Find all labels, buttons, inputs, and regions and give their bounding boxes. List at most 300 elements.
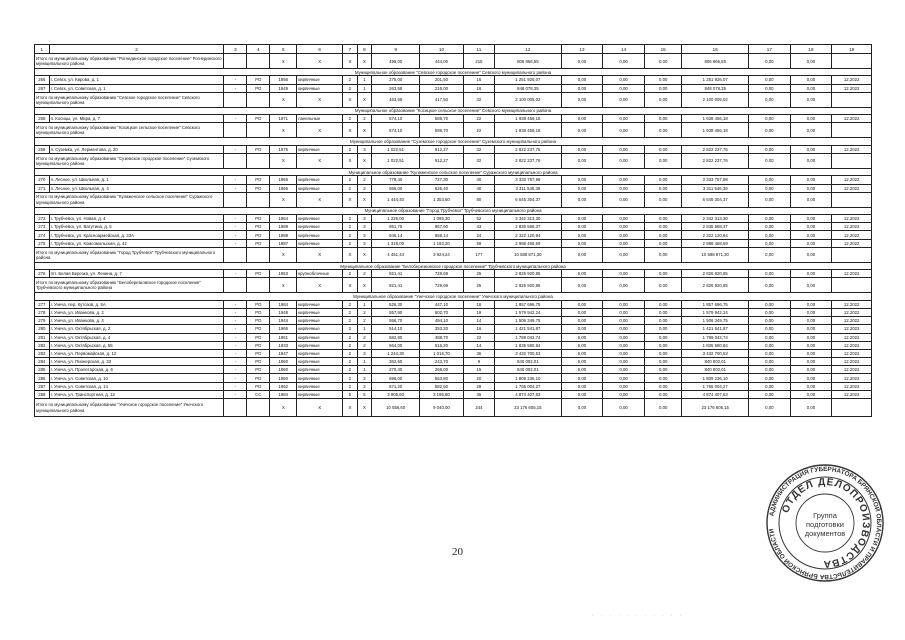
table-cell — [832, 278, 872, 293]
table-cell: 0,00 — [790, 223, 832, 231]
table-cell: 0,00 — [790, 341, 832, 349]
table-cell: 1962 — [270, 382, 297, 390]
table-cell: 0,00 — [644, 374, 681, 382]
table-cell: 14 — [603, 45, 645, 54]
table-row — [35, 76, 872, 84]
table-cell: п. Суземка, ул. Лермонтова, д. 20 — [49, 145, 224, 153]
table-cell: п. Косицы, ул. Мира, д. 7 — [49, 115, 224, 123]
table-cell: 589,70 — [420, 123, 464, 138]
table-cell: 0,00 — [644, 239, 681, 247]
table-cell: 0,00 — [790, 184, 832, 192]
table-cell: 0,00 — [790, 192, 832, 207]
table-cell: 1 857 696,75 — [682, 300, 749, 308]
table-cell: 0,00 — [790, 358, 832, 366]
table-cell: 2 — [357, 333, 372, 341]
table-cell: 1 244,30 — [372, 349, 420, 357]
table-cell: 0,00 — [561, 76, 603, 84]
table-cell: 2 826 920,85 — [495, 278, 562, 293]
table-cell: 0,00 — [790, 300, 832, 308]
table-cell: п. Лесное, ул. Школьная, д. 1 — [49, 176, 224, 184]
total-row — [35, 399, 872, 417]
table-cell: 3 905,60 — [372, 390, 420, 398]
table-cell: 4 874 407,63 — [495, 390, 562, 398]
table-cell: 3 333 757,98 — [682, 176, 749, 184]
table-cell: 1 938 456,18 — [682, 115, 749, 123]
table-cell: 2 822 237,76 — [682, 153, 749, 168]
table-cell: 0,00 — [603, 308, 645, 316]
table-cell: 0,00 — [603, 349, 645, 357]
total-label: Итого по муниципальному образованию "Рогнединское городское поселение" Рогнединского муниципального района — [35, 54, 224, 69]
table-row — [35, 390, 872, 398]
table-cell: кирпичные — [297, 390, 343, 398]
table-cell: 14 — [463, 341, 494, 349]
stamp-line-2: подготовки — [806, 520, 844, 529]
table-cell: 821,41 — [372, 270, 420, 278]
table-cell: кирпичные — [297, 145, 343, 153]
table-cell: 0,00 — [644, 84, 681, 92]
table-cell: 12.2022 — [832, 176, 872, 184]
table-cell: 12.2022 — [832, 325, 872, 333]
total-label: Итого по муниципальному образованию "Город Трубчевск" Трубчевского муниципального района — [35, 247, 224, 262]
table-cell: 0,00 — [790, 399, 832, 417]
table-cell: 275 — [35, 239, 50, 247]
table-cell: Муниципальное образование "Белоберезковское городское поселение" Трубчевского муниципального района — [35, 262, 872, 269]
table-cell: 1966 — [270, 184, 297, 192]
table-cell: 1 — [35, 45, 50, 54]
table-cell: 0,00 — [749, 308, 791, 316]
table-cell: 696,00 — [372, 374, 420, 382]
table-cell: 3 432 700,53 — [495, 349, 562, 357]
table-cell: 0,00 — [790, 115, 832, 123]
table-cell: 1 809 236,10 — [682, 374, 749, 382]
table-cell: - — [224, 239, 247, 247]
table-cell: 2 — [343, 317, 358, 325]
table-cell: 0,00 — [749, 84, 791, 92]
table-cell: 2 — [343, 145, 358, 153]
table-cell: 2 822 237,76 — [495, 153, 562, 168]
table-cell: 848 078,35 — [682, 84, 749, 92]
table-cell: 12.2022 — [832, 349, 872, 357]
table-cell: 1 579 942,24 — [495, 308, 562, 316]
document-sheet — [34, 44, 872, 417]
table-cell: 0,00 — [561, 231, 603, 239]
table-cell: 2 100 005,02 — [495, 92, 562, 107]
table-cell: 1 789 042,74 — [495, 333, 562, 341]
table-row — [35, 300, 872, 308]
table-cell: - — [224, 176, 247, 184]
table-cell: 671,20 — [372, 382, 420, 390]
table-cell: 2 — [343, 223, 358, 231]
table-cell: 243,70 — [420, 358, 464, 366]
table-cell: 270 — [35, 176, 50, 184]
table-row — [35, 325, 872, 333]
table-cell: Муниципальное образование "Унечское городское поселение" Унечского муниципального района — [35, 293, 872, 300]
table-cell: 280 — [35, 325, 50, 333]
table-cell: 17 — [749, 45, 791, 54]
table-cell: Х — [357, 399, 372, 417]
table-cell: 2 — [343, 333, 358, 341]
table-cell: Х — [357, 153, 372, 168]
table-cell: 1947 — [270, 349, 297, 357]
table-cell: г. Унеча, ул. Иванкова, д. 4 — [49, 317, 224, 325]
table-cell: 0,00 — [749, 247, 791, 262]
table-cell: 0,00 — [790, 349, 832, 357]
table-cell: 3 311 546,39 — [682, 184, 749, 192]
table-cell: 279 — [35, 317, 50, 325]
table-cell: 10 588 871,30 — [495, 247, 562, 262]
table-cell: 1 835 580,84 — [495, 341, 562, 349]
table-cell: 12.2022 — [832, 300, 872, 308]
table-cell: 3 — [357, 231, 372, 239]
table-cell: 0,00 — [749, 358, 791, 366]
table-cell: 244 — [463, 399, 494, 417]
table-cell: 1956 — [270, 76, 297, 84]
table-cell: 13 — [561, 45, 603, 54]
scan-artifact: . . . . . . . . . . . — [592, 612, 685, 618]
table-cell: кирпичные — [297, 374, 343, 382]
table-cell: 23 176 605,15 — [495, 399, 562, 417]
table-cell: 10 556,60 — [372, 399, 420, 417]
table-cell: Х — [343, 278, 358, 293]
table-row — [35, 349, 872, 357]
table-cell: 3 432 700,53 — [682, 349, 749, 357]
table-cell: 0,00 — [749, 92, 791, 107]
table-cell: кирпичные — [297, 84, 343, 92]
table-cell: 0,00 — [644, 153, 681, 168]
table-cell: 32 — [463, 92, 494, 107]
table-cell: 9 — [463, 358, 494, 366]
table-cell: 1989 — [270, 223, 297, 231]
table-cell: 1 938 456,18 — [495, 115, 562, 123]
table-cell: 32 — [463, 153, 494, 168]
table-cell: 0,00 — [644, 76, 681, 84]
table-cell: 2 322 120,94 — [682, 231, 749, 239]
table-cell: 0,00 — [790, 176, 832, 184]
table-cell: 216,00 — [420, 84, 464, 92]
table-cell: 32 — [463, 145, 494, 153]
table-cell: 16 — [682, 45, 749, 54]
table-cell: - — [224, 374, 247, 382]
table-row — [35, 223, 872, 231]
table-cell: Х — [297, 399, 343, 417]
table-cell: г. Унеча, ул. Октябрьская, д. 55 — [49, 341, 224, 349]
table-cell: 269 — [35, 145, 50, 153]
table-cell: 0,00 — [603, 76, 645, 84]
table-cell: 0,00 — [603, 184, 645, 192]
table-cell: 22 — [463, 115, 494, 123]
table-cell: 23 176 605,15 — [682, 399, 749, 417]
table-cell: 12.2022 — [832, 333, 872, 341]
table-cell: 0,00 — [561, 341, 603, 349]
table-cell: 0,00 — [790, 374, 832, 382]
table-cell — [247, 192, 270, 207]
page-number: 20 — [452, 546, 463, 558]
table-cell: 12.2022 — [832, 145, 872, 153]
table-cell: 0,00 — [749, 215, 791, 223]
table-cell: г. Унеча, ул. Октябрьская, д. 4 — [49, 333, 224, 341]
table-cell: 0,00 — [790, 270, 832, 278]
table-cell: 276 — [35, 270, 50, 278]
table-cell: Х — [357, 92, 372, 107]
table-cell: кирпичные — [297, 76, 343, 84]
table-cell: 1 938 456,18 — [495, 123, 562, 138]
table-cell: 2 826 920,85 — [682, 270, 749, 278]
table-cell: г. Трубчевск, ул. Красноармейская, д. 33А — [49, 231, 224, 239]
table-cell: 514,10 — [372, 325, 420, 333]
table-cell: 0,00 — [561, 223, 603, 231]
table-cell: 0,00 — [644, 308, 681, 316]
table-cell: 3 195,80 — [420, 390, 464, 398]
table-row — [35, 366, 872, 374]
table-cell: Х — [270, 278, 297, 293]
table-cell: 1 857 696,75 — [495, 300, 562, 308]
table-cell: 2 100 005,02 — [682, 92, 749, 107]
table-cell: 4 874 407,63 — [682, 390, 749, 398]
table-cell: 0,00 — [749, 374, 791, 382]
table-cell: 0,00 — [790, 54, 832, 69]
table-cell: Х — [297, 278, 343, 293]
table-cell: 0,00 — [644, 215, 681, 223]
table-cell: 0,00 — [790, 123, 832, 138]
municipality-section-row — [35, 293, 872, 300]
table-cell: 1 022,51 — [372, 153, 420, 168]
table-cell: 35 — [463, 390, 494, 398]
table-cell: 1944 — [270, 317, 297, 325]
table-cell — [224, 399, 247, 417]
table-cell: 0,00 — [749, 317, 791, 325]
table-cell: 1987 — [270, 239, 297, 247]
table-cell — [247, 123, 270, 138]
table-cell: 0,00 — [603, 317, 645, 325]
table-cell: 0,00 — [749, 325, 791, 333]
table-cell: 912,27 — [420, 145, 464, 153]
table-cell: 0,00 — [561, 270, 603, 278]
table-cell: Х — [357, 192, 372, 207]
table-cell: 3 — [357, 223, 372, 231]
table-cell: 0,00 — [644, 341, 681, 349]
table-cell: - — [224, 300, 247, 308]
table-cell: 0,00 — [749, 278, 791, 293]
table-cell: 417,50 — [420, 92, 464, 107]
table-cell: 6 645 304,37 — [682, 192, 749, 207]
table-cell: 0,00 — [603, 366, 645, 374]
table-cell: РО — [247, 76, 270, 84]
table-cell: п. Лесное, ул. Школьная, д. 4 — [49, 184, 224, 192]
total-label: Итого по муниципальному образованию "Белоберезковское городское поселение" Трубчевского муниципального района — [35, 278, 224, 293]
table-cell: 12 — [495, 45, 562, 54]
table-cell: 285 — [35, 366, 50, 374]
table-cell: 0,00 — [603, 341, 645, 349]
table-cell: 0,00 — [561, 366, 603, 374]
table-cell — [247, 278, 270, 293]
table-cell: 2 — [343, 358, 358, 366]
table-cell: 353,20 — [420, 325, 464, 333]
table-cell: 556,70 — [372, 317, 420, 325]
table-cell: Х — [343, 399, 358, 417]
table-cell: Х — [270, 399, 297, 417]
table-cell: 11 — [463, 45, 494, 54]
table-cell: 2 — [343, 382, 358, 390]
table-cell: 1 318,00 — [372, 239, 420, 247]
table-row — [35, 333, 872, 341]
table-cell: 778,40 — [372, 176, 420, 184]
table-row — [35, 115, 872, 123]
table-cell: РО — [247, 317, 270, 325]
table-cell: 2 — [343, 115, 358, 123]
total-row — [35, 192, 872, 207]
table-cell: 526,30 — [372, 300, 420, 308]
total-row — [35, 92, 872, 107]
table-cell: 729,69 — [420, 270, 464, 278]
table-cell: 0,00 — [561, 382, 603, 390]
table-cell: 2 — [343, 239, 358, 247]
table-cell: 268 — [35, 115, 50, 123]
table-cell: 564,00 — [372, 341, 420, 349]
table-cell — [832, 192, 872, 207]
table-cell: 1953 — [270, 270, 297, 278]
table-cell: 25 — [463, 278, 494, 293]
table-cell — [224, 278, 247, 293]
table-cell — [247, 153, 270, 168]
table-cell: 494,10 — [420, 317, 464, 325]
table-cell: 16 — [463, 325, 494, 333]
table-cell: 1 421 541,87 — [495, 325, 562, 333]
table-cell: 2 835 568,37 — [682, 223, 749, 231]
table-cell: 1 — [357, 84, 372, 92]
table-cell: 0,00 — [603, 92, 645, 107]
table-cell: 2 — [343, 176, 358, 184]
stamp-ring-text-2: ОТДЕЛ ДЕЛОПРОИЗВОДСТВА — [780, 476, 872, 570]
table-row — [35, 239, 872, 247]
table-cell: кирпичные — [297, 239, 343, 247]
table-cell: 0,00 — [749, 349, 791, 357]
table-cell: 447,10 — [420, 300, 464, 308]
stamp-ring-text: АДМИНИСТРАЦИЯ ГУБЕРНАТОРА БРЯНСКОЙ ОБЛАСТИ И ПРАВИТЕЛЬСТВА БРЯНСКОЙ ОБЛАСТИ — [768, 465, 883, 581]
table-cell: РО — [247, 270, 270, 278]
table-cell: 806 866,55 — [495, 54, 562, 69]
table-cell: 0,00 — [561, 115, 603, 123]
table-cell: 12.2022 — [832, 308, 872, 316]
table-cell: 0,00 — [644, 325, 681, 333]
table-cell: 0,00 — [749, 115, 791, 123]
table-cell: 1984 — [270, 390, 297, 398]
table-cell: 0,00 — [561, 333, 603, 341]
table-cell: 273 — [35, 223, 50, 231]
table-cell: 2 — [343, 76, 358, 84]
table-cell: 201,50 — [420, 76, 464, 84]
table-cell: 0,00 — [561, 390, 603, 398]
column-number-row — [35, 45, 872, 54]
table-cell: кирпичные — [297, 231, 343, 239]
table-cell: Муниципальное образование "Город Трубчевск" Трубчевского муниципального района — [35, 207, 872, 214]
table-cell: 806 866,55 — [682, 54, 749, 69]
stamp-line-1: Группа — [813, 511, 837, 520]
table-cell: 0,00 — [603, 223, 645, 231]
table-cell: 274 — [35, 231, 50, 239]
table-cell: Х — [270, 92, 297, 107]
table-cell: 1 506 349,75 — [682, 317, 749, 325]
table-cell: 0,00 — [790, 239, 832, 247]
table-cell: Х — [357, 123, 372, 138]
table-cell: Х — [343, 54, 358, 69]
table-cell: 1964 — [270, 215, 297, 223]
table-cell: 1960 — [270, 374, 297, 382]
table-cell: РО — [247, 308, 270, 316]
table-cell: 12.2022 — [832, 184, 872, 192]
table-cell: - — [224, 184, 247, 192]
table-cell: Х — [270, 54, 297, 69]
municipality-section-row — [35, 262, 872, 269]
table-row — [35, 270, 872, 278]
table-cell: кирпичные — [297, 223, 343, 231]
table-cell: Х — [343, 153, 358, 168]
table-cell: 2 — [357, 115, 372, 123]
table-cell: 15 — [644, 45, 681, 54]
table-cell: 1971 — [270, 115, 297, 123]
table-cell: 3 924,24 — [420, 247, 464, 262]
table-cell: 0,00 — [644, 145, 681, 153]
table-cell: 1960 — [270, 358, 297, 366]
table-cell: 727,30 — [420, 176, 464, 184]
table-cell: 215 — [463, 54, 494, 69]
table-cell: 0,00 — [749, 382, 791, 390]
table-cell — [224, 123, 247, 138]
table-cell: 0,00 — [561, 176, 603, 184]
table-cell: 729,69 — [420, 278, 464, 293]
table-cell: 0,00 — [561, 92, 603, 107]
table-cell: 43 — [463, 223, 494, 231]
table-cell: 2 822 237,76 — [495, 145, 562, 153]
table-cell: 0,00 — [644, 300, 681, 308]
table-cell: 0,00 — [749, 366, 791, 374]
table-cell: 0,00 — [790, 325, 832, 333]
table-cell: 0,00 — [790, 247, 832, 262]
table-cell: 0,00 — [561, 247, 603, 262]
table-cell: 2 — [357, 184, 372, 192]
table-cell: 4 451,44 — [372, 247, 420, 262]
table-cell: 0,00 — [561, 278, 603, 293]
table-cell: 1 444,40 — [372, 192, 420, 207]
table-cell: - — [224, 270, 247, 278]
table-cell: 9 — [372, 45, 420, 54]
total-row — [35, 153, 872, 168]
table-cell: 0,00 — [749, 239, 791, 247]
table-cell: - — [224, 366, 247, 374]
table-cell: 16 — [463, 84, 494, 92]
table-cell: 2 — [343, 84, 358, 92]
table-cell: РО — [247, 84, 270, 92]
table-cell: 0,00 — [749, 390, 791, 398]
table-cell: Муниципальное образование "Суземское городское поселение" Суземского муниципального района — [35, 138, 872, 145]
table-cell: 2 988 468,69 — [682, 239, 749, 247]
table-cell: Х — [357, 247, 372, 262]
table-cell: 821,41 — [372, 278, 420, 293]
table-cell: 12.2022 — [832, 84, 872, 92]
table-cell: г. Унеча, ул. Транспортная, д. 12 — [49, 390, 224, 398]
table-cell: 2 822 237,76 — [682, 145, 749, 153]
table-cell: 2 — [357, 382, 372, 390]
table-cell: 2 — [357, 308, 372, 316]
table-cell: 946,14 — [372, 231, 420, 239]
table-cell: 263,58 — [372, 84, 420, 92]
table-cell: 0,00 — [603, 115, 645, 123]
table-cell: 288 — [35, 390, 50, 398]
table-cell: г. Унеча, пер. Кутозов, д. 5А — [49, 300, 224, 308]
table-cell: 951,75 — [372, 223, 420, 231]
table-cell: 0,00 — [603, 300, 645, 308]
table-cell: 2 — [343, 366, 358, 374]
table-cell: 1961 — [270, 333, 297, 341]
